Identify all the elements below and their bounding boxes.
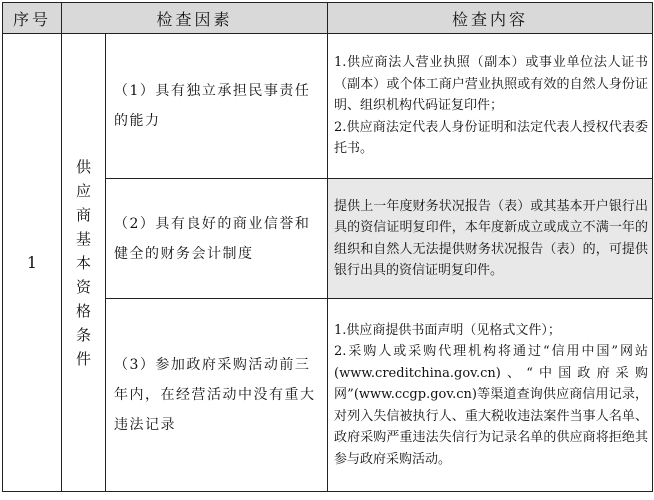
- content-line: 2.采购人或采购代理机构将通过“信用中国”网站(www.creditchina.gov.cn)、“中国政府采购网”(www.ccgp.gov.cn)等渠道查询供应商信用记录，对列入失信被执行人、重大税收违法案件当事人名单、政府采购严重违法失信行为记录名单的供应商将拒绝其参与政府采购活动。: [334, 344, 649, 467]
- category-char: 商: [75, 205, 91, 224]
- qualification-table: [2, 2, 653, 492]
- factor-cell-2: （2）具有良好的商业信誉和健全的财务会计制度: [106, 179, 328, 299]
- factor-cell-1: （1）具有独立承担民事责任的能力: [106, 34, 328, 179]
- header-factor: 检查因素: [62, 3, 328, 34]
- content-line: 提供上一年度财务状况报告（表）或其基本开户银行出具的资信证明复印件，本年度新成立或成立不满一年的组织和自然人无法提供财务状况报告（表）的，可提供银行出具的资信证明复印件。: [334, 198, 649, 278]
- content-line: 1.供应商提供书面声明（见格式文件）；: [334, 322, 561, 338]
- table-row: [3, 34, 653, 179]
- category-char: 资: [75, 277, 91, 296]
- category-char: 基: [75, 229, 91, 248]
- seq-cell: 1: [3, 34, 62, 492]
- header-row: [3, 3, 653, 34]
- content-cell-2: [328, 179, 653, 299]
- category-char: 格: [75, 301, 91, 320]
- category-cell: [62, 34, 106, 492]
- content-line: 2.供应商法定代表人身份证明和法定代表人授权代表委托书。: [334, 119, 649, 157]
- category-char: 供: [75, 157, 91, 176]
- factor-cell-3: （3）参加政府采购活动前三年内，在经营活动中没有重大违法记录: [106, 299, 328, 492]
- category-char: 本: [75, 253, 91, 272]
- category-char: 应: [75, 181, 91, 200]
- content-cell-3: [328, 299, 653, 492]
- content-line: 1.供应商法人营业执照（副本）或事业单位法人证书（副本）或个体工商户营业执照或有效的自然人身份证明、组织机构代码证复印件；: [334, 55, 649, 114]
- content-cell-1: [328, 34, 653, 179]
- category-char: 件: [75, 349, 91, 368]
- header-content: 检查内容: [328, 3, 653, 34]
- header-seq: 序号: [3, 3, 62, 34]
- category-char: 条: [75, 325, 91, 344]
